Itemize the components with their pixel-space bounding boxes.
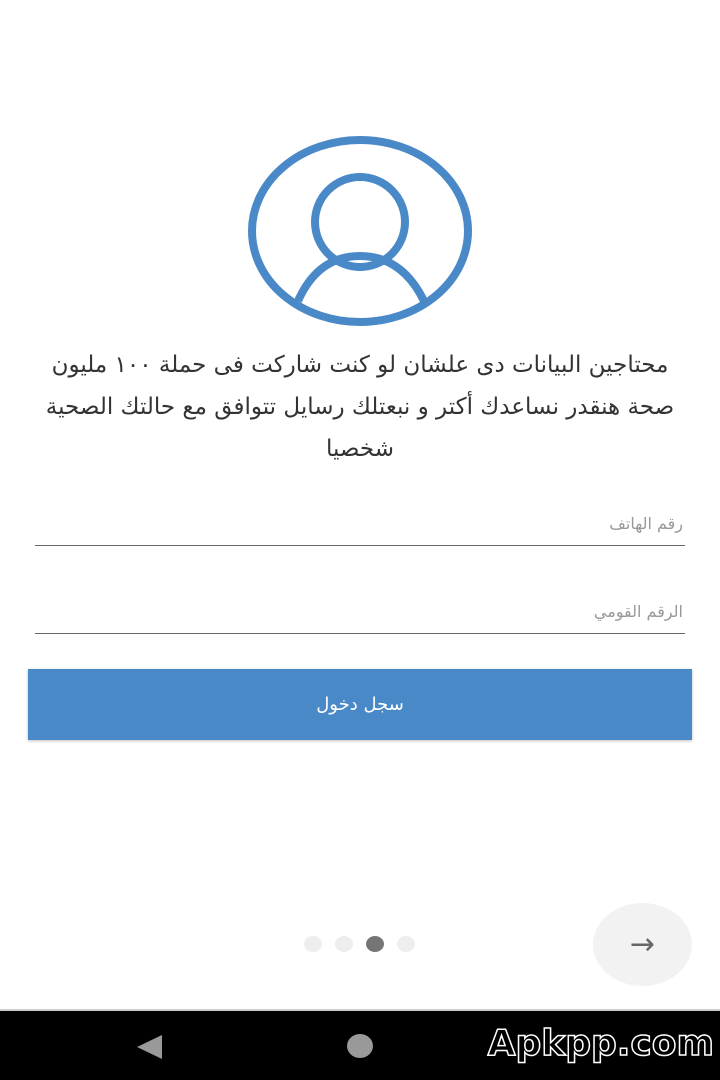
page-indicator bbox=[304, 936, 415, 952]
page-dot bbox=[304, 936, 322, 952]
page-dot bbox=[335, 936, 353, 952]
system-nav-bar bbox=[0, 1009, 720, 1080]
back-icon[interactable] bbox=[137, 1035, 162, 1059]
login-button[interactable]: سجل دخول bbox=[28, 669, 692, 740]
phone-input[interactable]: رقم الهاتف bbox=[35, 510, 685, 546]
home-icon[interactable] bbox=[347, 1034, 373, 1058]
page-dot bbox=[397, 936, 415, 952]
arrow-right-icon: → bbox=[629, 927, 656, 962]
description-text: محتاجين البيانات دى علشان لو كنت شاركت فى حملة ١٠٠ مليون صحة هنقدر نساعدك أكتر و نبعتلك رسايل تتوافق مع حالتك الصحية شخصيا bbox=[45, 352, 675, 462]
watermark: Apkpp.com bbox=[487, 1023, 714, 1064]
national-id-input[interactable]: الرقم القومي bbox=[35, 598, 685, 634]
next-button[interactable] bbox=[593, 903, 692, 986]
page-dot-active bbox=[366, 936, 384, 952]
user-avatar-icon bbox=[248, 136, 472, 326]
